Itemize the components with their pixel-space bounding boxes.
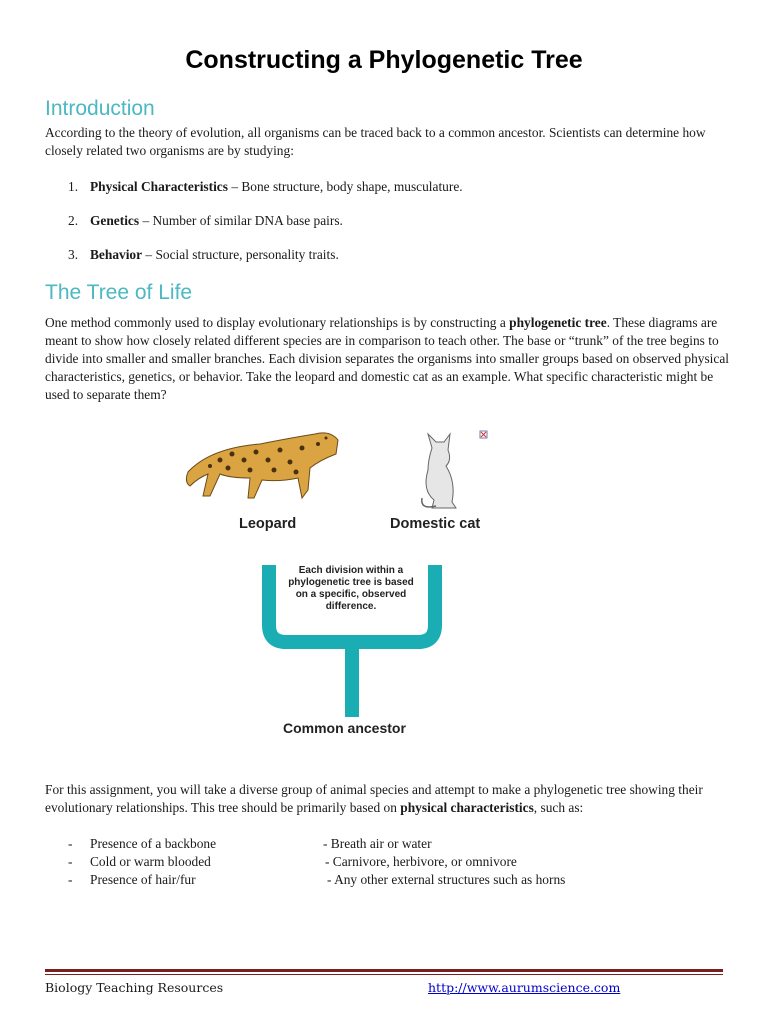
common-ancestor-label: Common ancestor bbox=[283, 720, 406, 736]
list-item: - Cold or warm blooded bbox=[68, 854, 211, 869]
division-note: Each division within a phylogenetic tree is based on a specific, observed difference. bbox=[288, 565, 414, 612]
list-item: - Presence of hair/fur bbox=[68, 872, 196, 887]
domestic-cat-label: Domestic cat bbox=[390, 516, 481, 532]
domestic-cat-image bbox=[422, 434, 456, 508]
footer-divider-thin bbox=[45, 974, 723, 975]
footer-source: Biology Teaching Resources bbox=[45, 980, 224, 995]
tree-of-life-text: One method commonly used to display evolutionary relationships is by constructing a phylogenetic tree. These diagrams are meant to show how closely related different species are in comparison to teach other. The base or “trunk” of the tree begins to divide into smaller and smaller branches. Each division separates the organisms into smaller groups based on observed physical characteristics, genetics, or behavior. Take the leopard and domestic cat as an example. What specific characteristic might be used to separate them? bbox=[45, 315, 729, 402]
leopard-image bbox=[186, 433, 338, 498]
footer-link[interactable]: http://www.aurumscience.com bbox=[428, 980, 621, 995]
list-item: 1. Physical Characteristics – Bone structure, body shape, musculature. bbox=[68, 179, 463, 194]
tree-of-life-heading: The Tree of Life bbox=[45, 281, 193, 304]
intro-heading: Introduction bbox=[45, 97, 155, 120]
assignment-text: For this assignment, you will take a diverse group of animal species and attempt to make a phylogenetic tree showing their evolutionary relationships. This tree should be primarily based on physical characteristics, such as: bbox=[45, 782, 703, 815]
leopard-label: Leopard bbox=[239, 516, 297, 532]
page-title: Constructing a Phylogenetic Tree bbox=[185, 46, 583, 74]
phylogenetic-tree-figure bbox=[170, 420, 510, 750]
footer-divider bbox=[45, 969, 723, 972]
list-item: - Any other external structures such as horns bbox=[327, 872, 566, 887]
list-item: - Breath air or water bbox=[323, 836, 432, 851]
list-item: 3. Behavior – Social structure, personality traits. bbox=[68, 247, 339, 262]
intro-text: According to the theory of evolution, all organisms can be traced back to a common ancestor. Scientists can determine how closely related two organisms are by studying: bbox=[45, 125, 706, 158]
list-item: 2. Genetics – Number of similar DNA base pairs. bbox=[68, 213, 343, 228]
list-item: - Presence of a backbone bbox=[68, 836, 217, 851]
list-item: - Carnivore, herbivore, or omnivore bbox=[325, 854, 517, 869]
